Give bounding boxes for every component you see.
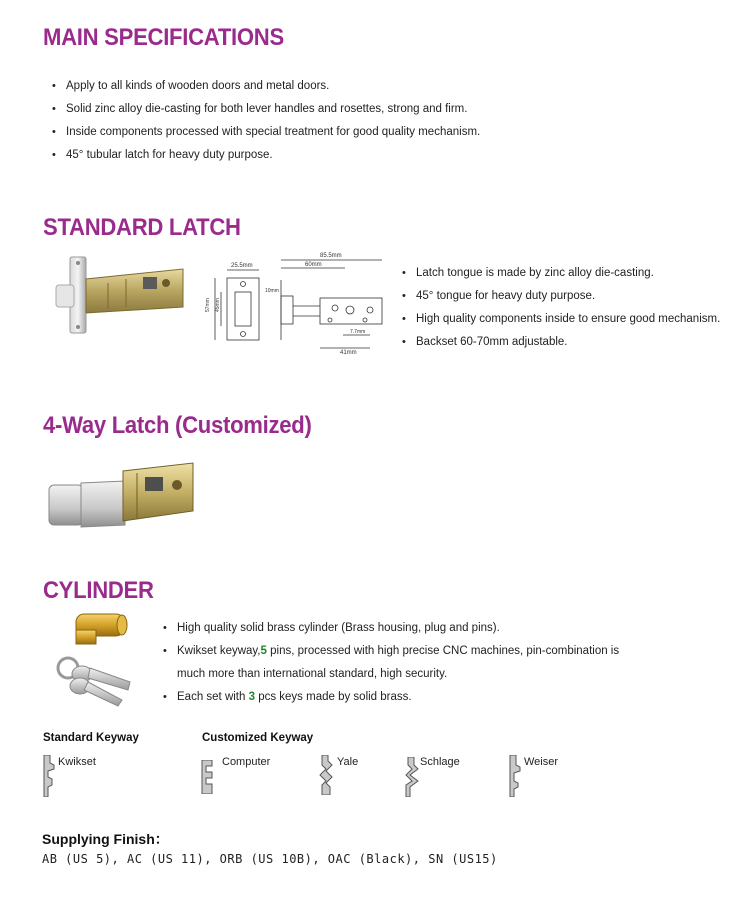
four-way-latch-image xyxy=(45,455,195,535)
keyway-label-kwikset: Kwikset xyxy=(58,756,96,768)
yale-keyway-icon xyxy=(318,755,334,795)
list-item: • 45° tongue for heavy duty purpose. xyxy=(400,290,720,313)
keyway-label-weiser: Weiser xyxy=(524,756,559,768)
list-item: • Inside components processed with special treatment for good quality mechanism. xyxy=(50,126,480,149)
bullet2-text-start: Kwikset keyway, xyxy=(177,645,261,657)
keyway-label-schlage: Schlage xyxy=(420,756,460,768)
standard-latch-drawing xyxy=(205,250,385,360)
main-spec-title: MAIN SPECIFICATIONS xyxy=(43,24,284,51)
weiser-keyway-icon xyxy=(508,755,522,797)
supplying-finish-text: AB (US 5), AC (US 11), ORB (US 10B), OAC (Black), SN (US15) xyxy=(42,852,498,866)
pin-count: 5 xyxy=(260,645,267,657)
dim-face-height: 57mm xyxy=(205,298,211,312)
list-item: • Solid zinc alloy die-casting for both lever handles and rosettes, strong and firm. xyxy=(50,103,480,126)
dim-face-width: 25.5mm xyxy=(231,263,253,269)
standard-keyway-title: Standard Keyway xyxy=(43,732,139,744)
keyway-label-yale: Yale xyxy=(337,756,359,768)
bullet2-text-end: pins, processed with high precise CNC machines, pin-combination is xyxy=(266,645,620,657)
dim-total: 85.5mm xyxy=(320,253,342,259)
main-spec-list xyxy=(50,80,480,172)
dim-60: 60mm xyxy=(305,262,322,268)
standard-latch-image xyxy=(48,255,188,335)
dim-10: 10mm xyxy=(265,288,279,294)
list-item xyxy=(161,645,619,668)
four-way-latch-title: 4-Way Latch (Customized) xyxy=(43,412,312,439)
list-item: • Latch tongue is made by zinc alloy die-casting. xyxy=(400,267,720,290)
bullet3-text-end: pcs keys made by solid brass. xyxy=(255,691,412,703)
list-item: • 45° tubular latch for heavy duty purpose. xyxy=(50,149,480,172)
customized-keyway-title: Customized Keyway xyxy=(202,732,314,744)
list-item: • Apply to all kinds of wooden doors and metal doors. xyxy=(50,80,480,103)
kwikset-keyway-icon xyxy=(42,755,56,797)
schlage-keyway-icon xyxy=(404,757,420,797)
list-item: • High quality components inside to ensure good mechanism. xyxy=(400,313,720,336)
key-count: 3 xyxy=(248,691,255,703)
cylinder-list xyxy=(161,622,619,714)
list-item: • Backset 60-70mm adjustable. xyxy=(400,336,720,359)
list-item-continuation: much more than international standard, high security. xyxy=(177,668,448,680)
computer-keyway-icon xyxy=(200,760,216,794)
keyway-label-computer: Computer xyxy=(222,756,271,768)
bullet3-text-start: Each set with xyxy=(177,691,249,703)
dim-7: 7.7mm xyxy=(350,329,366,335)
cylinder-title: CYLINDER xyxy=(43,577,154,604)
supplying-finish-title: Supplying Finish： xyxy=(42,831,169,847)
list-item: • High quality solid brass cylinder (Brass housing, plug and pins). xyxy=(161,622,619,645)
standard-latch-title: STANDARD LATCH xyxy=(43,214,241,241)
dim-bottom: 41mm xyxy=(340,350,357,356)
standard-latch-list xyxy=(400,267,720,359)
list-item xyxy=(161,691,619,714)
dim-face-inner: 45mm xyxy=(215,298,221,312)
cylinder-image xyxy=(52,608,142,713)
